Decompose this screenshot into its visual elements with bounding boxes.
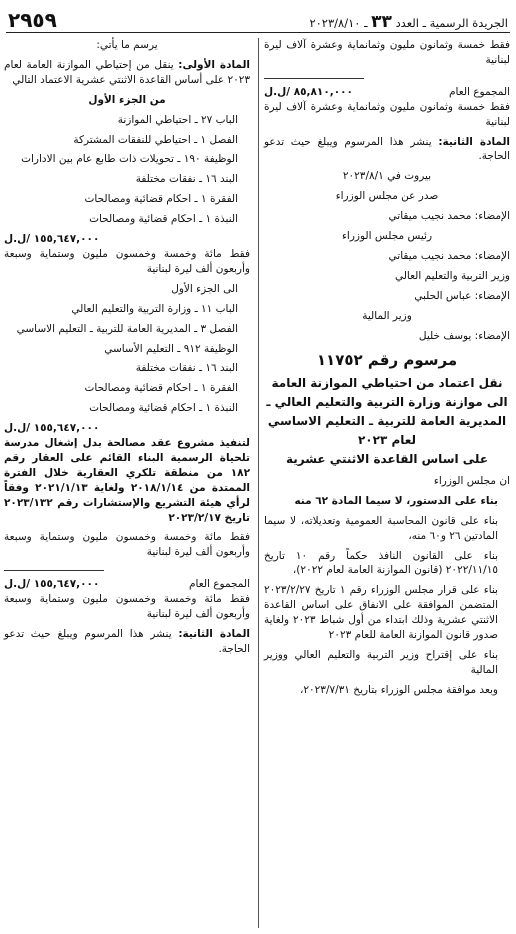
total-label-left: المجموع العام: [189, 578, 250, 591]
gazette-name: الجريدة الرسمية ـ العدد: [395, 16, 508, 30]
amount-words-3: فقط مائة وخمسة وخمسون مليون وستماية وسبعة وأربعون ألف ليرة لبنانية: [4, 593, 250, 621]
page-number: ٢٩٥٩: [8, 8, 57, 32]
issue-date: ـ ٢٠٢٣/٨/١٠: [309, 16, 368, 30]
subparagraph-1-from: النبذة ١ ـ احكام قضائية ومصالحات: [89, 213, 238, 226]
amount-words: فقط خمسة وثمانون مليون وثمانماية وعشرة آلاف ليرة لبنانية: [264, 39, 510, 66]
subparagraph-1-to: النبذة ١ ـ احكام قضائية ومصالحات: [89, 402, 238, 415]
item-16-from: البند ١٦ ـ نفقات مختلفة: [135, 173, 238, 186]
total-rule: [264, 78, 364, 79]
amount-2: ١٥٥,٦٤٧,٠٠٠ /ل.ل: [4, 422, 100, 435]
edu-minister-title: وزير التربية والتعليم العالي: [394, 269, 510, 282]
chapter-27: الباب ٢٧ ـ احتياطي الموازنة: [117, 113, 238, 126]
right-column: [264, 38, 510, 703]
finance-minister-title: وزير المالية: [362, 309, 412, 322]
article-two-label: المادة الثانية:: [438, 135, 510, 148]
issue-number: ٣٣: [371, 12, 392, 32]
function-190: الوظيفة ١٩٠ ـ تحويلات ذات طابع عام بين الادارات: [21, 153, 238, 166]
basis-budget-law: بناء على القانون النافذ حكماً رقم ١٠ تاريخ ٢٠٢٢/١١/١٥ (قانون الموازنة العامة لعام ٢٠٢٢)،: [264, 549, 498, 577]
page-header: [6, 4, 510, 33]
amount-row-1: [4, 232, 250, 247]
total-words: فقط خمسة وثمانون مليون وثمانماية وعشرة آلاف ليرة لبنانية: [264, 100, 510, 128]
signature-pm-2: الإمضاء: محمد نجيب ميقاتي: [388, 249, 510, 262]
amount-words-2: فقط مائة وخمسة وخمسون مليون وستماية وسبعة وأربعون ألف ليرة لبنانية: [4, 531, 250, 559]
amount-row-2: [4, 421, 250, 436]
total-row: [264, 85, 510, 100]
total-rule-left: [4, 570, 104, 571]
article-one-label: المادة الأولى:: [178, 58, 250, 71]
council-line: ان مجلس الوزراء: [433, 474, 510, 487]
article-one: [4, 58, 250, 88]
amount-words-1: فقط مائة وخمسة وخمسون مليون وستماية وسبعة وأربعون ألف ليرة لبنانية: [4, 247, 250, 275]
item-16-to: البند ١٦ ـ نفقات مختلفة: [135, 362, 238, 375]
signature-finance: الإمضاء: يوسف خليل: [418, 329, 510, 342]
signature-pm: الإمضاء: محمد نجيب ميقاتي: [388, 210, 510, 223]
basis-approval: وبعد موافقة مجلس الوزراء بتاريخ ٢٠٢٣/٧/٣١،: [300, 683, 498, 696]
basis-constitution: بناء على الدستور، لا سيما المادة ٦٢ منه: [294, 494, 498, 507]
amount-1: ١٥٥,٦٤٧,٠٠٠ /ل.ل: [4, 233, 100, 246]
column-divider: [258, 38, 259, 928]
basis-council-decision: بناء على قرار مجلس الوزراء رقم ١ تاريخ ٢٠٢٣/٢/٢٧ المتضمن الموافقة على الانفاق على اساس القاعدة الاثنتي عشرية وذلك ابتداء من أول شباط ٢٠٢٣ ولغاية صدور قانون الموازنة العامة للعام ٢٠٢٣: [264, 584, 498, 642]
paragraph-1-from: الفقرة ١ ـ احكام قضائية ومصالحات: [84, 193, 238, 206]
function-912: الوظيفة ٩١٢ ـ التعليم الأساسي: [104, 342, 238, 355]
total-value-left: ١٥٥,٦٤٧,٠٠٠ /ل.ل: [4, 578, 100, 591]
basis-accounting-law: بناء على قانون المحاسبة العمومية وتعديلاته، لا سيما المادتين ٢٦ و٦٠ منه،: [264, 514, 498, 542]
article-two-left: [4, 627, 250, 657]
decrees-line: يرسم ما يأتي:: [96, 39, 158, 51]
issued-by: صدر عن مجلس الوزراء: [335, 190, 439, 203]
chapter-11: الباب ١١ ـ وزارة التربية والتعليم العالي: [71, 302, 238, 315]
purpose-text: لتنفيذ مشروع عقد مصالحة بدل إشغال مدرسة تلحياة الرسمية البناء القائم على العقار رقم ١٨٢ من منطقة تلكري العقارية خلال الفترة الممتدة من ٢٠١٨/١/١٤ ولغاية ٢٠٢١/١/١٣ وفقاً لرأي هيئة التشريع والإستشارات رقم ٢٠٢٣/١٣٢ تاريخ ٢٠٢٣/٢/١٧: [4, 437, 250, 524]
basis-proposal: بناء على إقتراح وزير التربية والتعليم العالي ووزير المالية: [264, 649, 498, 676]
decree-subject-5: على اساس القاعدة الاثنتي عشرية: [285, 451, 489, 466]
decree-subject-2: الى موازنة وزارة التربية والتعليم العالي ـ: [266, 394, 508, 409]
section-1: الفصل ١ ـ احتياطي للنفقات المشتركة: [73, 133, 238, 146]
place-date: بيروت في ٢٠٢٣/٨/١: [342, 170, 432, 183]
section-3: الفصل ٣ ـ المديرية العامة للتربية ـ التعليم الاساسي: [16, 322, 238, 335]
article-two-left-text: ينشر هذا المرسوم ويبلغ حيث تدعو الحاجة.: [4, 628, 250, 655]
total-value: ٨٥,٨١٠,٠٠٠ /ل.ل: [264, 85, 353, 98]
decree-subject-4: لعام ٢٠٢٣: [357, 432, 417, 447]
decree-subject-3: المديرية العامة للتربية ـ التعليم الاساسي: [267, 413, 507, 428]
decree-subject-1: نقل اعتماد من احتياطي الموازنة العامة: [271, 375, 503, 390]
total-label: المجموع العام: [449, 85, 510, 98]
decree-title: مرسوم رقم ١١٧٥٢: [316, 350, 458, 369]
paragraph-1-to: الفقرة ١ ـ احكام قضائية ومصالحات: [84, 382, 238, 395]
pm-title: رئيس مجلس الوزراء: [341, 230, 433, 243]
total-row-left: [4, 577, 250, 592]
article-two-text: ينشر هذا المرسوم ويبلغ حيث تدعو الحاجة.: [264, 135, 510, 163]
article-two-left-label: المادة الثانية:: [178, 628, 250, 640]
signature-edu: الإمضاء: عباس الحلبي: [414, 289, 510, 302]
left-column: [4, 38, 250, 662]
article-one-text: ينقل من إحتياطي الموازنة العامة لعام ٢٠٢٣ على أساس القاعدة الاثنتي عشرية الاعتماد التالي: [4, 58, 250, 86]
article-two: [264, 135, 510, 165]
to-part: الى الجزء الأول: [171, 282, 238, 295]
header-title: [309, 10, 508, 34]
from-part: من الجزء الأول: [88, 93, 166, 106]
